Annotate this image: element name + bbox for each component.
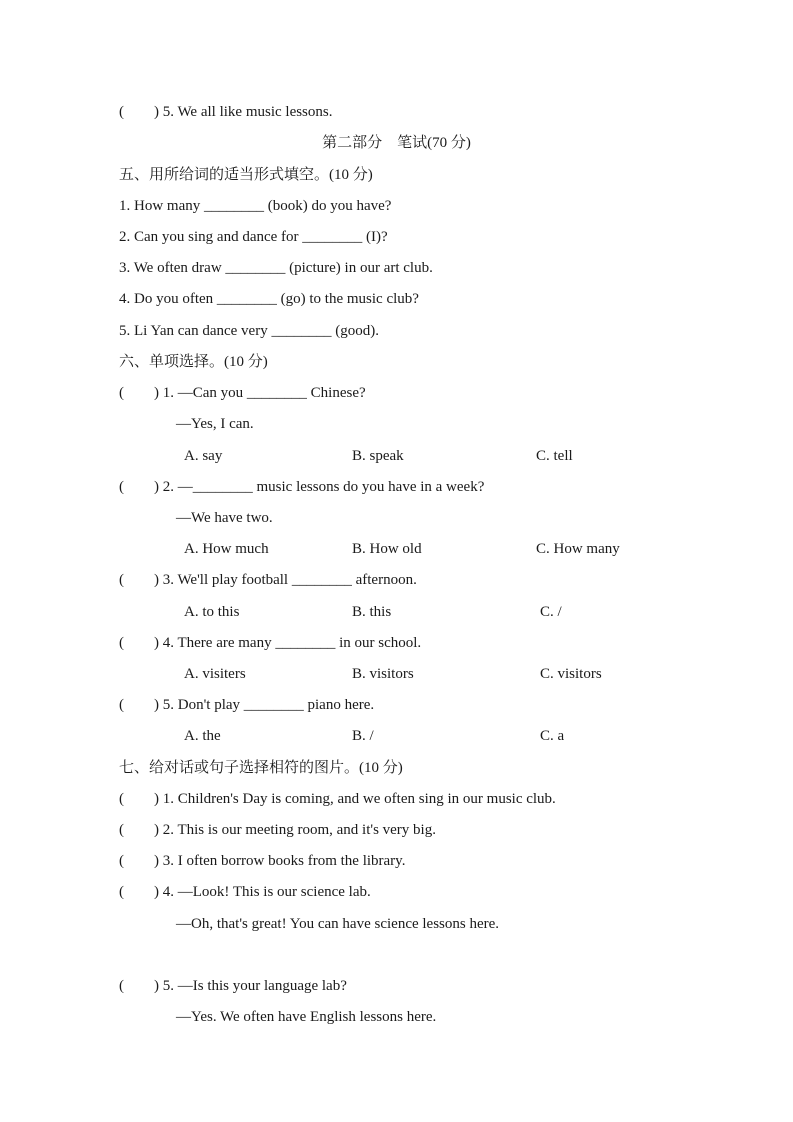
section6-q4-option-c: C. visitors (540, 666, 602, 682)
section7-q2: ( ) 2. This is our meeting room, and it's very big. (119, 822, 436, 838)
section7-q4: ( ) 4. —Look! This is our science lab. (119, 884, 371, 900)
listening-question-5: ( ) 5. We all like music lessons. (119, 104, 333, 120)
section6-heading: 六、单项选择。(10 分) (119, 354, 268, 370)
section6-q2-option-c: C. How many (536, 541, 620, 557)
section6-q2-option-a: A. How much (184, 541, 269, 557)
section6-q1-option-c: C. tell (536, 448, 573, 464)
section6-q5: ( ) 5. Don't play ________ piano here. (119, 697, 375, 713)
section6-q1-option-b: B. speak (352, 448, 404, 464)
section5-heading: 五、用所给词的适当形式填空。(10 分) (119, 167, 373, 183)
section7-q5: ( ) 5. —Is this your language lab? (119, 978, 347, 994)
section6-q2: ( ) 2. —________ music lessons do you have in a week? (119, 479, 485, 495)
section7-heading: 七、给对话或句子选择相符的图片。(10 分) (119, 760, 403, 776)
part-two-title: 第二部分 笔试(70 分) (322, 135, 471, 151)
section7-q5-reply: —Yes. We often have English lessons here. (176, 1009, 437, 1025)
section6-q2-reply: —We have two. (176, 510, 273, 526)
section6-q2-option-b: B. How old (352, 541, 422, 557)
section6-q4-option-b: B. visitors (352, 666, 414, 682)
section5-item-3: 3. We often draw ________ (picture) in our art club. (119, 260, 433, 276)
section6-q1-option-a: A. say (184, 448, 223, 464)
section6-q4: ( ) 4. There are many ________ in our school. (119, 635, 422, 651)
section6-q5-option-c: C. a (540, 728, 565, 744)
section7-q4-reply: —Oh, that's great! You can have science lessons here. (176, 916, 500, 932)
section6-q3: ( ) 3. We'll play football ________ afternoon. (119, 572, 417, 588)
section6-q3-option-c: C. / (540, 604, 562, 620)
section7-q1: ( ) 1. Children's Day is coming, and we often sing in our music club. (119, 791, 556, 807)
section6-q3-option-b: B. this (352, 604, 392, 620)
section5-item-5: 5. Li Yan can dance very ________ (good). (119, 323, 379, 339)
section7-q3: ( ) 3. I often borrow books from the library. (119, 853, 406, 869)
section5-item-1: 1. How many ________ (book) do you have? (119, 198, 392, 214)
section6-q1: ( ) 1. —Can you ________ Chinese? (119, 385, 366, 401)
section5-item-2: 2. Can you sing and dance for ________ (I)? (119, 229, 388, 245)
section5-item-4: 4. Do you often ________ (go) to the music club? (119, 291, 419, 307)
section6-q4-option-a: A. visiters (184, 666, 246, 682)
section6-q1-reply: —Yes, I can. (176, 416, 254, 432)
section6-q5-option-b: B. / (352, 728, 374, 744)
section6-q5-option-a: A. the (184, 728, 221, 744)
section6-q3-option-a: A. to this (184, 604, 240, 620)
